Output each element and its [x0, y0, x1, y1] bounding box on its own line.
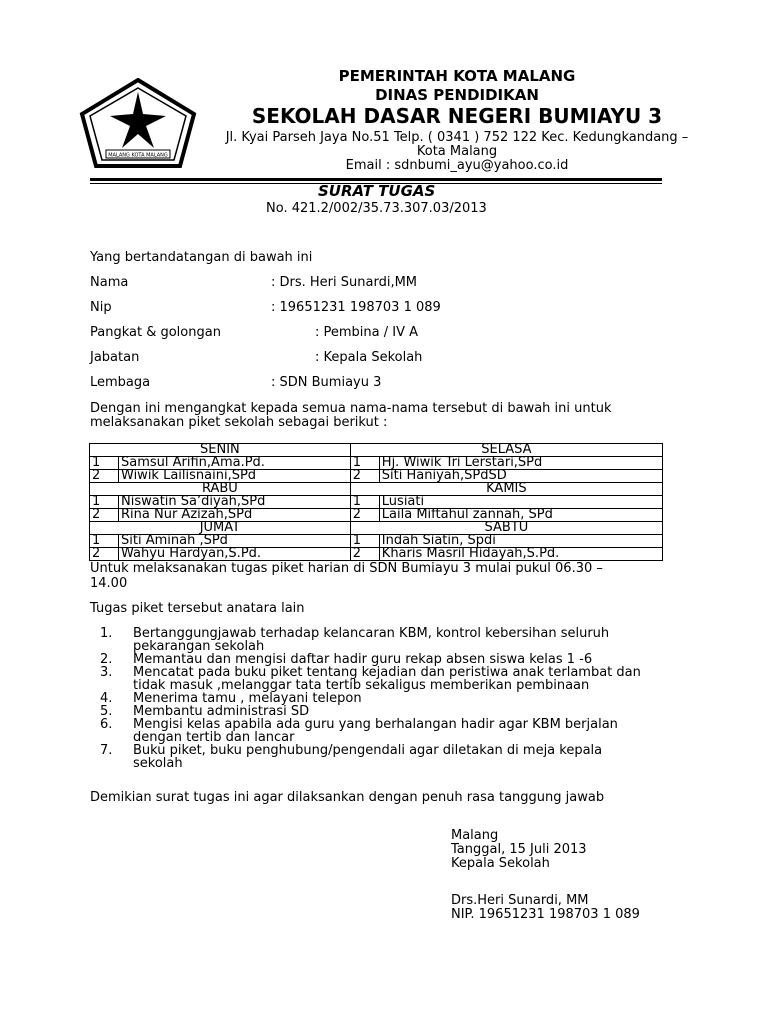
- teacher-name: Siti Aminah ,SPd: [119, 535, 351, 548]
- duty-schedule-table: [89, 443, 663, 561]
- teacher-name: Indah Siatin, Spdi: [379, 535, 662, 548]
- teacher-name: Wiwik Lailisnaini,SPd: [119, 470, 351, 483]
- list-text-continued: dengan tertib dan lancar: [133, 730, 295, 745]
- list-number: 7.: [100, 743, 113, 758]
- teacher-name: Lusiati: [379, 496, 662, 509]
- paragraph-appointment-line1: Dengan ini mengangkat kepada semua nama-nama tersebut di bawah ini untuk: [90, 401, 612, 416]
- teacher-name: Hj. Wiwik Tri Lerstari,SPd: [379, 457, 662, 470]
- row-number: 1: [90, 535, 119, 548]
- field-value-jabatan: : Kepala Sekolah: [315, 350, 423, 365]
- field-label-pangkat: Pangkat & golongan: [90, 325, 221, 340]
- table-row: [90, 509, 663, 522]
- day-header: SELASA: [350, 444, 662, 457]
- header-address: Jl. Kyai Parseh Jaya No.51 Telp. ( 0341 ) 752 122 Kec. Kedungkandang –: [225, 130, 689, 145]
- row-number: 2: [90, 509, 119, 522]
- list-number: 2.: [100, 652, 113, 667]
- signature-nip: NIP. 19651231 198703 1 089: [451, 907, 640, 922]
- signature-city: Malang: [451, 828, 499, 843]
- letter-number: No. 421.2/002/35.73.307.03/2013: [266, 201, 487, 216]
- day-header: JUMAT: [90, 522, 351, 535]
- list-text: Membantu administrasi SD: [133, 704, 310, 719]
- row-number: 2: [350, 509, 379, 522]
- paragraph-schedule-line1: Untuk melaksanakan tugas piket harian di SDN Bumiayu 3 mulai pukul 06.30 –: [90, 561, 603, 576]
- header-department: DINAS PENDIDIKAN: [375, 86, 539, 104]
- signature-position: Kepala Sekolah: [451, 856, 550, 871]
- row-number: 1: [350, 457, 379, 470]
- row-number: 1: [350, 535, 379, 548]
- header-government: PEMERINTAH KOTA MALANG: [338, 67, 576, 85]
- row-number: 2: [350, 548, 379, 561]
- list-text: Menerima tamu , melayani telepon: [133, 691, 362, 706]
- field-value-nama: : Drs. Heri Sunardi,MM: [271, 275, 418, 290]
- closing-statement: Demikian surat tugas ini agar dilaksankan dengan penuh rasa tanggung jawab: [90, 790, 605, 805]
- teacher-name: Rina Nur Azizah,SPd: [119, 509, 351, 522]
- paragraph-schedule-line2: 14.00: [90, 576, 128, 591]
- teacher-name: Samsul Arifin,Ama.Pd.: [119, 457, 351, 470]
- field-label-lembaga: Lembaga: [90, 375, 151, 390]
- teacher-name: Wahyu Hardyan,S.Pd.: [119, 548, 351, 561]
- day-header: SENIN: [90, 444, 351, 457]
- field-label-jabatan: Jabatan: [90, 350, 140, 365]
- list-item: [90, 627, 680, 653]
- task-list: [90, 627, 680, 770]
- list-text-continued: pekarangan sekolah: [133, 639, 265, 654]
- list-text: Mencatat pada buku piket tentang kejadian dan peristiwa anak terlambat dan: [133, 665, 641, 680]
- paragraph-appointment-line2: melaksanakan piket sekolah sebagai berikut :: [90, 415, 388, 430]
- list-number: 1.: [100, 626, 113, 641]
- row-number: 1: [90, 457, 119, 470]
- row-number: 2: [90, 548, 119, 561]
- teacher-name: Kharis Masril Hidayah,S.Pd.: [379, 548, 662, 561]
- list-number: 3.: [100, 665, 113, 680]
- list-text: Mengisi kelas apabila ada guru yang berhalangan hadir agar KBM berjalan: [133, 717, 618, 732]
- header-city: Kota Malang: [416, 144, 498, 159]
- list-number: 4.: [100, 691, 113, 706]
- header-email: Email : sdnbumi_ayu@yahoo.co.id: [345, 158, 569, 173]
- header-school-name: SEKOLAH DASAR NEGERI BUMIAYU 3: [251, 104, 663, 128]
- list-text-continued: sekolah: [133, 756, 183, 771]
- letter-title: SURAT TUGAS: [318, 182, 436, 200]
- teacher-name: Niswatin Sa’diyah,SPd: [119, 496, 351, 509]
- signature-name: Drs.Heri Sunardi, MM: [451, 893, 589, 908]
- list-text-continued: tidak masuk ,melanggar tata tertib sekaligus memberikan pembinaan: [133, 678, 590, 693]
- field-label-nama: Nama: [90, 275, 129, 290]
- list-text: Memantau dan mengisi daftar hadir guru rekap absen siswa kelas 1 -6: [133, 652, 593, 667]
- list-item: [90, 718, 680, 744]
- list-number: 6.: [100, 717, 113, 732]
- logo-lettering: MALANG KOTA MALANG: [108, 152, 168, 159]
- table-row: [90, 470, 663, 483]
- field-value-pangkat: : Pembina / IV A: [315, 325, 419, 340]
- list-number: 5.: [100, 704, 113, 719]
- tasks-intro: Tugas piket tersebut anatara lain: [90, 601, 305, 616]
- table-row: [90, 548, 663, 561]
- signature-date: Tanggal, 15 Juli 2013: [451, 842, 587, 857]
- field-label-nip: Nip: [90, 300, 112, 315]
- school-logo: [76, 78, 200, 170]
- day-header: SABTU: [350, 522, 662, 535]
- teacher-name: Siti Haniyah,SPdSD: [379, 470, 662, 483]
- field-value-lembaga: : SDN Bumiayu 3: [271, 375, 382, 390]
- row-number: 1: [90, 496, 119, 509]
- header-rule-thick: [90, 178, 662, 181]
- teacher-name: Laila Miftahul zannah, SPd: [379, 509, 662, 522]
- list-item: [90, 666, 680, 692]
- intro-text: Yang bertandatangan di bawah ini: [90, 250, 313, 265]
- row-number: 1: [350, 496, 379, 509]
- list-text: Bertanggungjawab terhadap kelancaran KBM, kontrol kebersihan seluruh: [133, 626, 610, 641]
- row-number: 2: [90, 470, 119, 483]
- list-text: Buku piket, buku penghubung/pengendali agar diletakan di meja kepala: [133, 743, 603, 758]
- field-value-nip: : 19651231 198703 1 089: [271, 300, 441, 315]
- row-number: 2: [350, 470, 379, 483]
- day-header: KAMIS: [350, 483, 662, 496]
- list-item: [90, 744, 680, 770]
- day-header: RABU: [90, 483, 351, 496]
